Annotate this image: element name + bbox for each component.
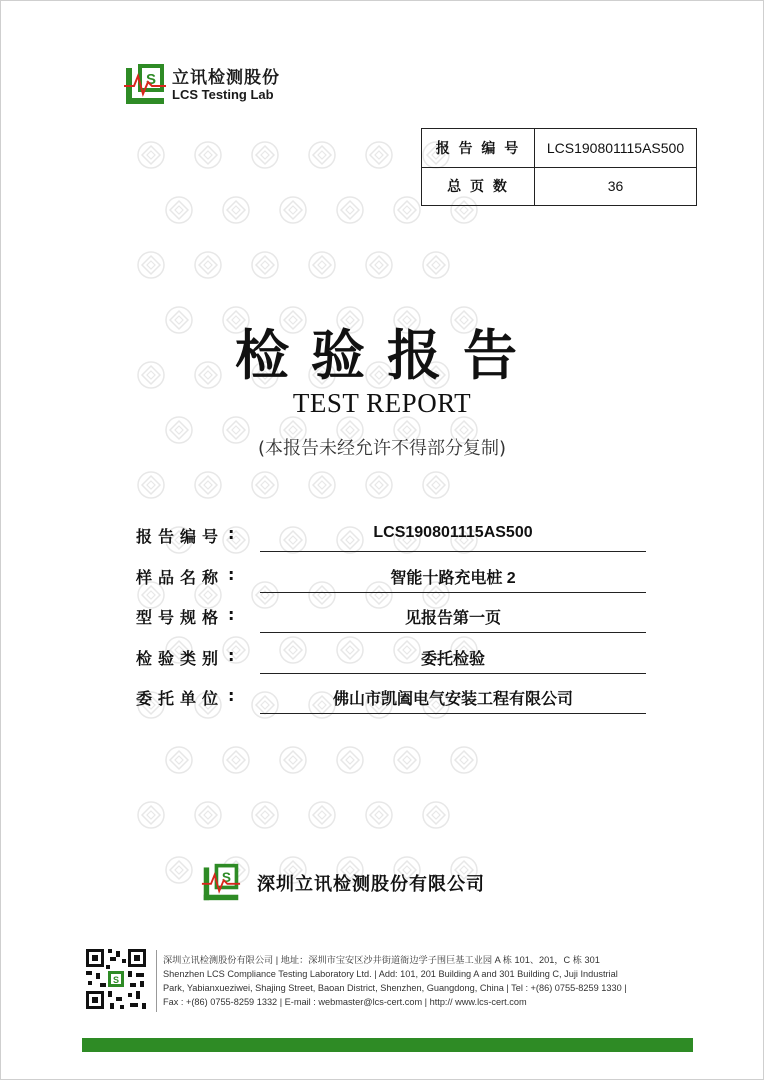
field-value: LCS190801115AS500 [373,524,533,541]
field-label: 委托单位 [136,689,225,708]
watermark-icon [136,250,166,280]
field-colon: : [228,524,235,543]
watermark-icon [449,745,479,775]
report-number-row [422,129,697,168]
footer-line-address-cn: 深圳立讯检测股份有限公司 | 地址：深圳市宝安区沙井街道衙边学子围巨基工业园 A 栋 101、201，C 栋 301 [163,955,600,965]
field-test-type [136,638,646,678]
footer-line-address-en: Park, Yabianxueziwei, Shajing Street, Baoan District, Shenzhen, Guangdong, China | Tel : +(86) 0755-8259 1330 | [163,983,627,993]
watermark-icon [136,470,166,500]
svg-text:S: S [221,870,232,885]
watermark-icon [421,470,451,500]
watermark-icon [307,140,337,170]
watermark-icon [335,745,365,775]
field-label: 型号规格 [136,608,225,627]
watermark-icon [221,195,251,225]
watermark-icon [193,470,223,500]
field-label: 报告编号 [136,527,225,546]
watermark-icon [164,195,194,225]
report-number-label: 报 告 编 号 [422,129,535,168]
watermark-icon [164,855,194,885]
footer-line-contact: Fax : +(86) 0755-8259 1332 | E-mail : webmaster@lcs-cert.com | http:// www.lcs-cert.com [163,997,527,1007]
watermark-icon [364,470,394,500]
field-colon: : [228,686,235,705]
field-model [136,597,646,637]
field-colon: : [228,605,235,624]
field-sample-name [136,557,646,597]
header-company-cn: 立讯检测股份 [172,68,280,88]
footer-green-bar [82,1038,693,1052]
watermark-icon [392,745,422,775]
footer-divider [156,950,157,1012]
field-client [136,678,646,718]
title-cn: 检验报告 [235,323,539,387]
lcs-logo-icon [201,862,241,902]
watermark-icon [421,250,451,280]
watermark-icon [193,250,223,280]
report-number-value: LCS190801115AS500 [535,129,697,168]
watermark-icon [136,140,166,170]
copy-notice: (本报告未经允许不得部分复制) [257,438,507,459]
total-pages-value: 36 [535,167,697,206]
field-value: 见报告第一页 [404,610,501,627]
field-underline [260,632,646,633]
watermark-icon [307,800,337,830]
watermark-icon [307,250,337,280]
watermark-icon [392,195,422,225]
watermark-icon [250,470,280,500]
footer-line-company-en: Shenzhen LCS Compliance Testing Laboratory Ltd. | Add: 101, 201 Building A and 301 Building C, Juji Industrial [163,969,618,979]
field-underline [260,592,646,593]
field-value: 佛山市凯阖电气安装工程有限公司 [332,691,573,708]
field-colon: : [228,565,235,584]
field-label: 检验类别 [136,649,225,668]
total-pages-row [422,167,697,206]
watermark-icon [335,195,365,225]
watermark-icon [307,470,337,500]
watermark-icon [250,800,280,830]
watermark-icon [278,195,308,225]
svg-text:S: S [145,71,157,88]
qr-code-icon [84,947,148,1011]
field-colon: : [228,646,235,665]
total-pages-label: 总 页 数 [422,167,535,206]
watermark-icon [193,140,223,170]
title-en: TEST REPORT [292,388,472,418]
watermark-icon [164,745,194,775]
watermark-icon [421,800,451,830]
field-underline [260,673,646,674]
svg-text:S: S [112,975,120,985]
watermark-icon [250,140,280,170]
watermark-icon [250,250,280,280]
field-value: 委托检验 [420,651,485,668]
watermark-icon [136,800,166,830]
bottom-company-name: 深圳立讯检测股份有限公司 [257,874,485,895]
field-underline [260,551,646,552]
footer-contact-block [163,953,693,1009]
lcs-logo-icon [124,62,166,106]
watermark-icon [278,745,308,775]
field-report-number [136,516,646,556]
watermark-icon [221,745,251,775]
watermark-icon [364,250,394,280]
watermark-icon [364,140,394,170]
field-label: 样品名称 [136,568,225,587]
report-info-box [421,128,697,206]
watermark-icon [193,800,223,830]
field-value: 智能十路充电桩 2 [390,570,516,587]
header-company-en: LCS Testing Lab [172,87,274,102]
watermark-icon [364,800,394,830]
field-underline [260,713,646,714]
